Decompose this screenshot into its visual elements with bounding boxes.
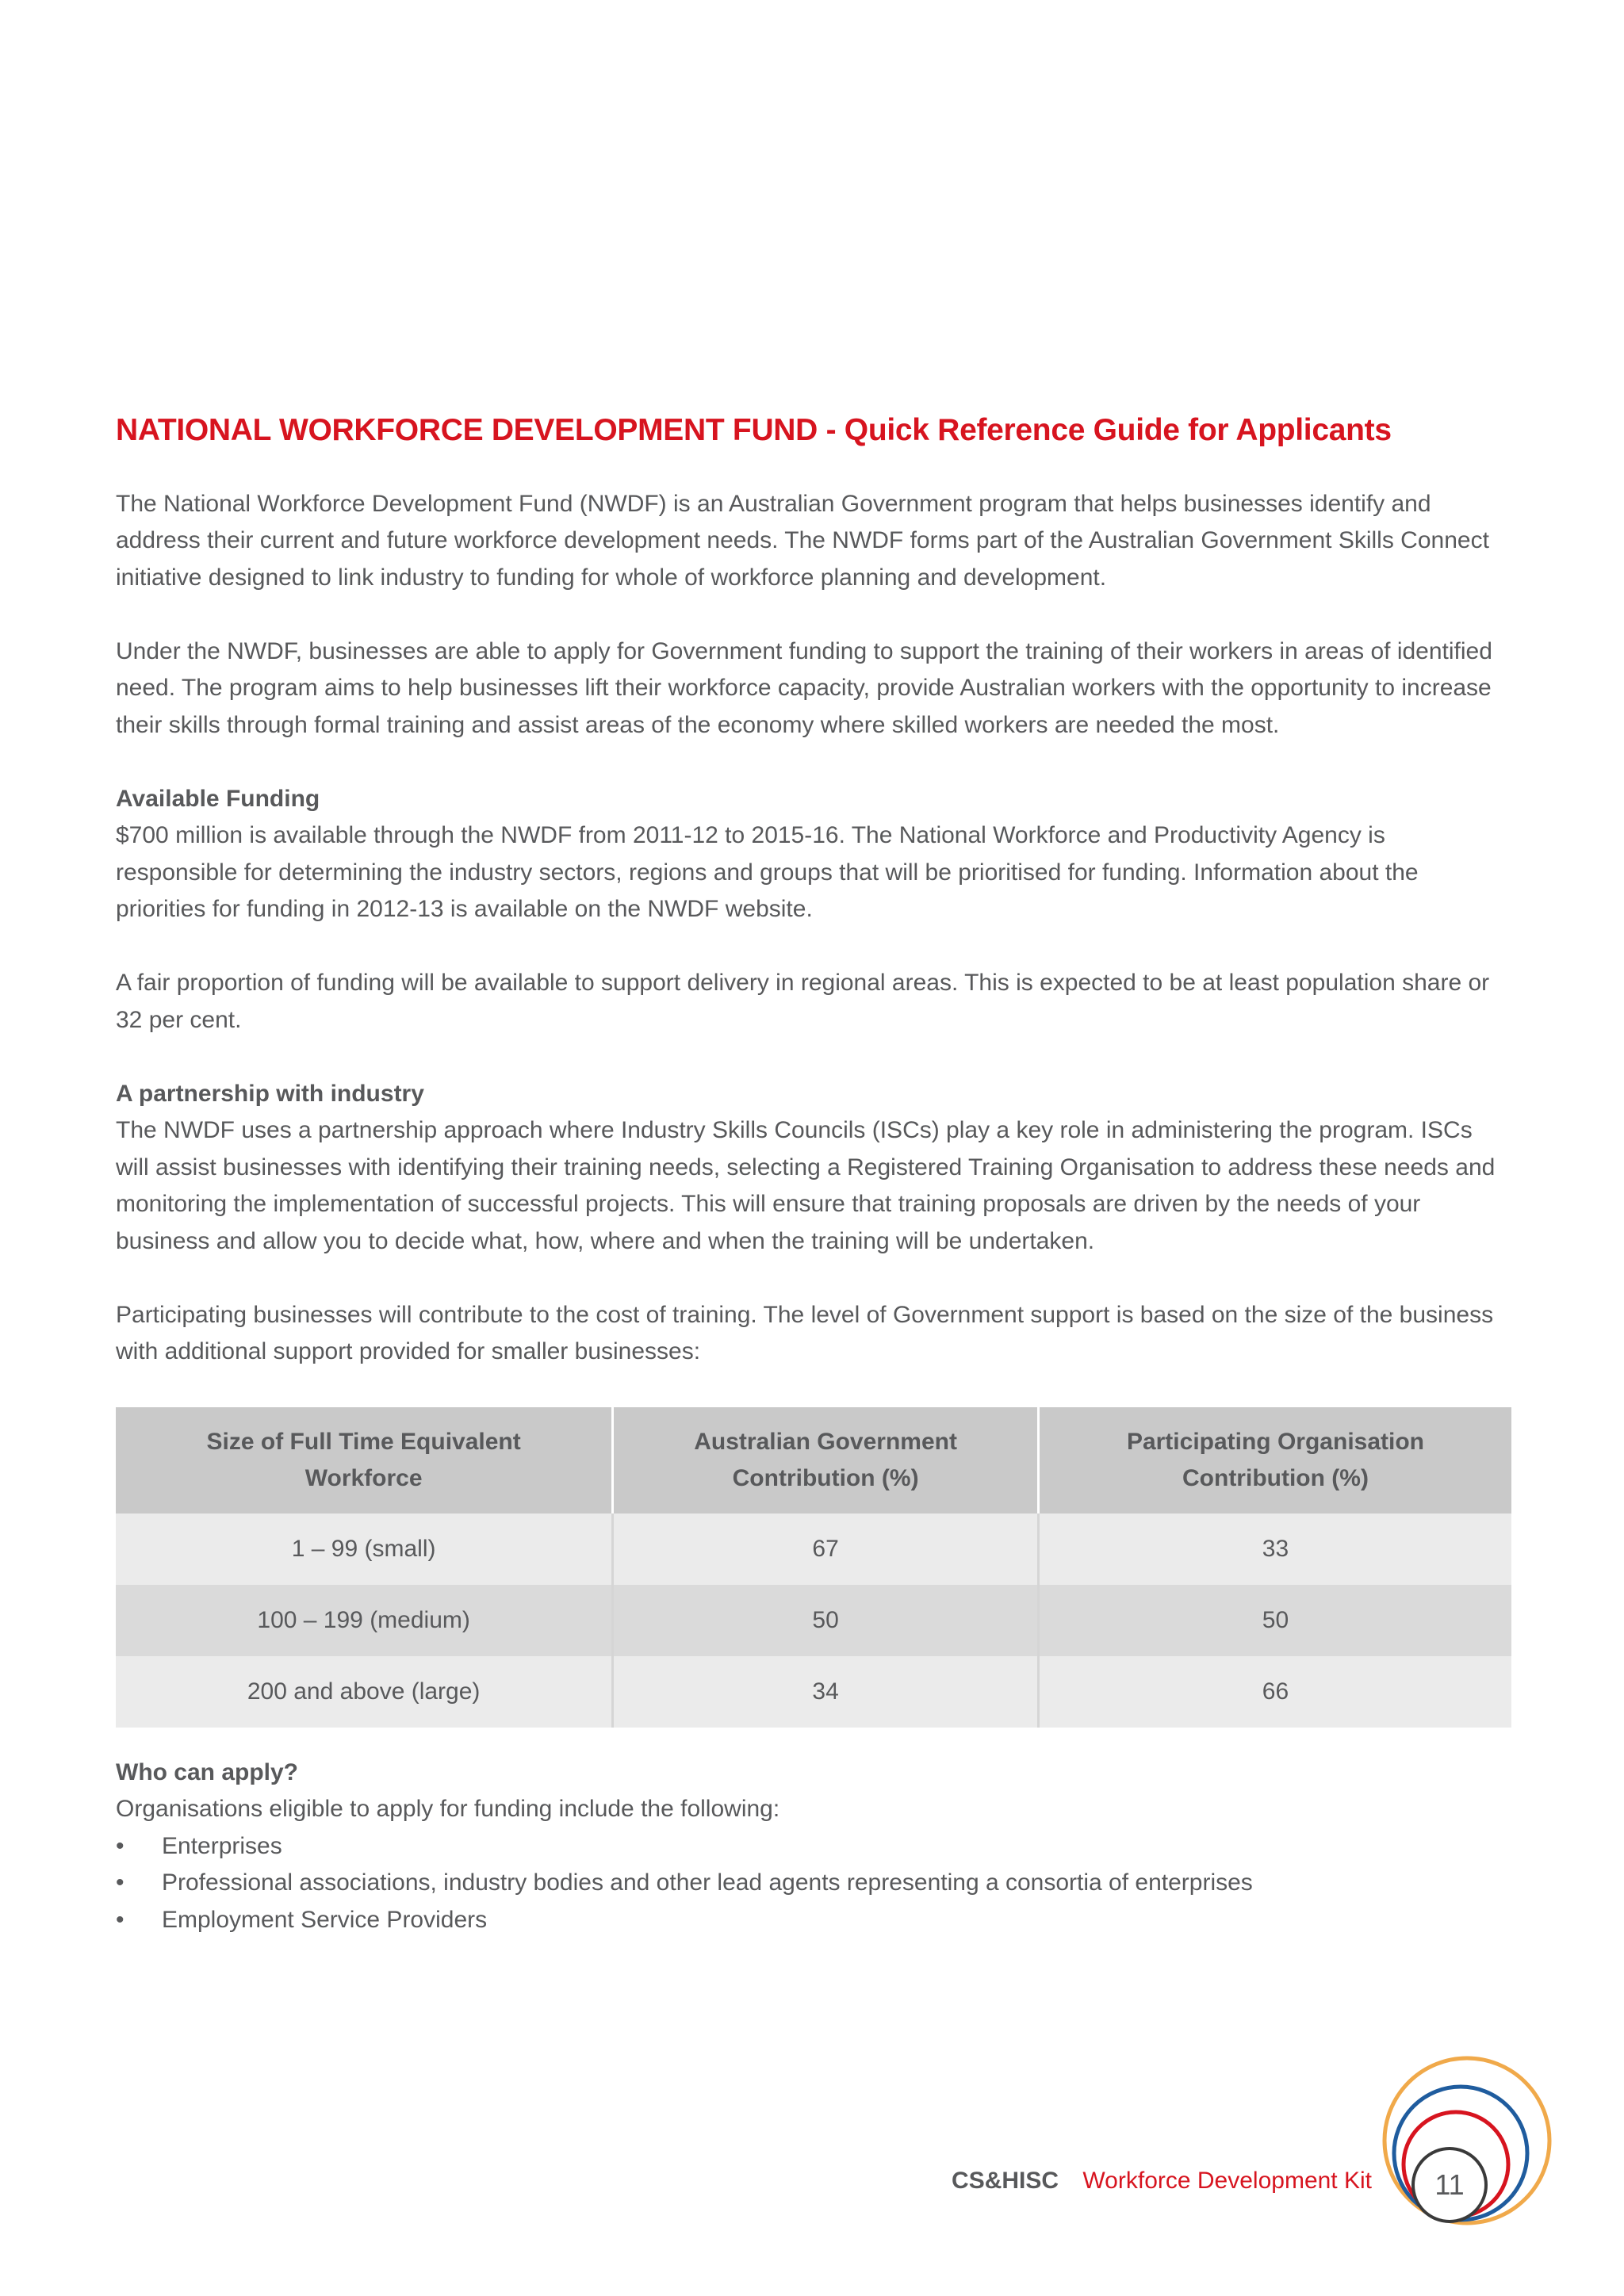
intro-paragraph-1: The National Workforce Development Fund (NWDF) is an Australian Government program that helps businesses identify and address their current and future workforce development needs. The NWDF forms part of the Australian Government Skills Connect initiative designed to link industry to funding for whole of workforce planning and development. <box>116 490 1489 591</box>
available-funding-heading: Available Funding <box>116 785 320 812</box>
footer-org-name: CS&HISC <box>952 2168 1059 2194</box>
who-can-apply-heading: Who can apply? <box>116 1758 299 1785</box>
who-can-apply-intro: Organisations eligible to apply for funding include the following: <box>116 1796 780 1823</box>
list-item-text: Enterprises <box>162 1832 282 1859</box>
funding-paragraph-1: $700 million is available through the NWDF from 2011-12 to 2015-16. The National Workforce and Productivity Agency is responsible for determining the industry sectors, regions and groups that will be prioritised for funding. Information about the priorities for funding in 2012-13 is available on the NWDF website. <box>116 822 1419 923</box>
table-header-row <box>116 1407 1511 1513</box>
partnership-paragraph-2: Participating businesses will contribute to the cost of training. The level of Government support is based on the size of the business with additional support provided for smaller businesses: <box>116 1301 1494 1365</box>
table-row <box>116 1513 1511 1585</box>
table-row <box>116 1656 1511 1728</box>
list-item <box>116 1902 1511 1939</box>
bullet-icon: • <box>116 1869 124 1896</box>
header-government-contribution <box>613 1407 1039 1513</box>
header-line: Workforce <box>304 1464 423 1491</box>
partnership-heading: A partnership with industry <box>116 1080 424 1107</box>
list-item-text: Employment Service Providers <box>162 1906 488 1933</box>
table-cell: 50 <box>613 1585 1039 1656</box>
table-cell: 67 <box>613 1513 1039 1585</box>
table-cell: 100 – 199 (medium) <box>116 1585 613 1656</box>
header-line: Size of Full Time Equivalent <box>206 1428 521 1455</box>
page-number: 11 <box>1434 2168 1465 2201</box>
footer-kit-name: Workforce Development Kit <box>1082 2168 1372 2194</box>
header-line: Contribution (%) <box>732 1464 919 1491</box>
header-line: Participating Organisation <box>1126 1428 1424 1455</box>
contribution-table <box>116 1407 1511 1728</box>
table-cell: 200 and above (large) <box>116 1656 613 1728</box>
page-title: NATIONAL WORKFORCE DEVELOPMENT FUND - Quick Reference Guide for Applicants <box>116 413 1392 447</box>
partnership-paragraph-1: The NWDF uses a partnership approach where Industry Skills Councils (ISCs) play a key role in administering the program. ISCs will assist businesses with identifying their training needs, selecting a Registered Training Organisation to address these needs and monitoring the implementation of successful projects. This will ensure that training proposals are driven by the needs of your business and allow you to decide what, how, where and when the training will be undertaken. <box>116 1117 1496 1254</box>
header-line: Contribution (%) <box>1182 1464 1369 1491</box>
bullet-icon: • <box>116 1832 124 1859</box>
list-item <box>116 1828 1511 1866</box>
table-cell: 50 <box>1038 1585 1511 1656</box>
table-cell: 33 <box>1038 1513 1511 1585</box>
eligible-organisations-list <box>116 1828 1511 1939</box>
page-content <box>116 412 1511 1938</box>
header-workforce-size <box>116 1407 613 1513</box>
table-row <box>116 1585 1511 1656</box>
header-line: Australian Government <box>694 1428 957 1455</box>
table-cell: 34 <box>613 1656 1039 1728</box>
header-organisation-contribution <box>1038 1407 1511 1513</box>
page-footer <box>952 2168 1372 2195</box>
table-cell: 66 <box>1038 1656 1511 1728</box>
intro-paragraph-2: Under the NWDF, businesses are able to apply for Government funding to support the training of their workers in areas of identified need. The program aims to help businesses lift their workforce capacity, provide Australian workers with the opportunity to increase their skills through formal training and assist areas of the economy where skilled workers are needed the most. <box>116 637 1492 738</box>
table-cell: 1 – 99 (small) <box>116 1513 613 1585</box>
bullet-icon: • <box>116 1906 124 1933</box>
list-item <box>116 1865 1511 1902</box>
list-item-text: Professional associations, industry bodies and other lead agents representing a consortia of enterprises <box>162 1869 1253 1896</box>
funding-paragraph-2: A fair proportion of funding will be available to support delivery in regional areas. This is expected to be at least population share or 32 per cent. <box>116 970 1490 1033</box>
